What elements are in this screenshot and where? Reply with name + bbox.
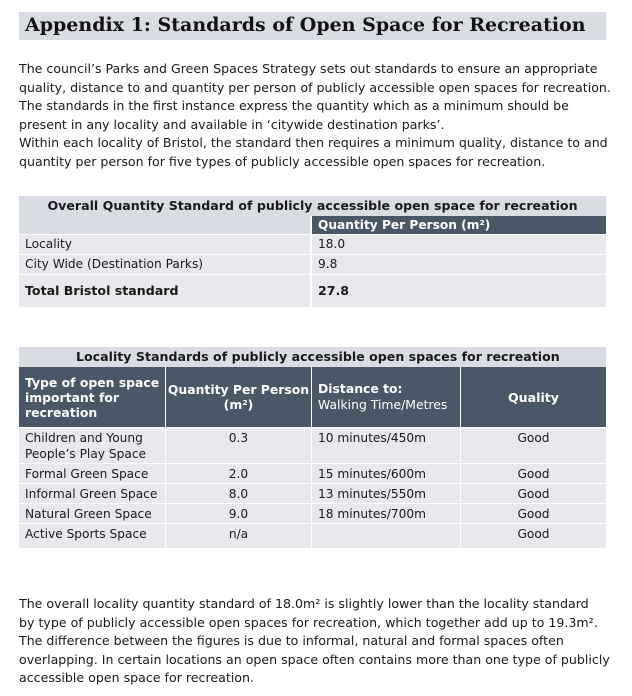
row-label: Locality bbox=[25, 237, 72, 251]
cell-text: People’s Play Space bbox=[25, 447, 147, 461]
row-value: 9.8 bbox=[310, 255, 606, 274]
header-text: Type of open space bbox=[25, 374, 160, 390]
header-type bbox=[19, 367, 165, 427]
outro-line: The difference between the figures is due to informal, natural and formal spaces often bbox=[19, 633, 564, 649]
header-blank-cell bbox=[19, 216, 310, 234]
header-quality bbox=[460, 367, 606, 427]
cell-distance: 10 minutes/450m bbox=[311, 428, 460, 463]
total-row bbox=[19, 274, 606, 307]
header-text: important for bbox=[25, 389, 120, 405]
page-title: Appendix 1: Standards of Open Space for Recreation bbox=[25, 14, 586, 36]
intro-line: quality, distance to and quantity per person of publicly accessible open spaces for recreation. bbox=[19, 79, 611, 95]
cell-text: Children and Young bbox=[25, 431, 143, 445]
cell-quantity: n/a bbox=[165, 524, 311, 548]
cell-distance: 13 minutes/550m bbox=[311, 484, 460, 503]
total-label: Total Bristol standard bbox=[25, 283, 179, 298]
cell-quantity: 0.3 bbox=[165, 428, 311, 463]
table-row bbox=[19, 503, 606, 523]
table-caption: Locality Standards of publicly accessible open spaces for recreation bbox=[19, 347, 606, 367]
table-row bbox=[19, 463, 606, 483]
table-header-row bbox=[19, 216, 606, 234]
intro-paragraph bbox=[19, 60, 619, 172]
cell-distance: 18 minutes/700m bbox=[311, 504, 460, 523]
intro-line: The council’s Parks and Green Spaces Strategy sets out standards to ensure an appropriate bbox=[19, 61, 598, 76]
header-text: recreation bbox=[25, 404, 98, 420]
outro-line: accessible open space for recreation. bbox=[19, 670, 254, 686]
table-row bbox=[19, 427, 606, 463]
header-text: Quantity Per Person bbox=[167, 382, 310, 397]
cell-quantity: 9.0 bbox=[165, 504, 311, 523]
locality-standards-table bbox=[19, 347, 606, 548]
table-row bbox=[19, 483, 606, 503]
intro-line: The standards in the first instance express the quantity which as a minimum should be bbox=[19, 98, 569, 114]
row-label: City Wide (Destination Parks) bbox=[25, 257, 204, 271]
intro-line: quantity per person for five types of publicly accessible open spaces for recreation. bbox=[19, 153, 546, 169]
cell-distance bbox=[311, 524, 460, 548]
column-header: Quantity Per Person (m²) bbox=[310, 216, 606, 234]
cell-quality: Good bbox=[460, 524, 606, 548]
header-distance bbox=[311, 367, 460, 427]
table-row bbox=[19, 234, 606, 254]
cell-type: Active Sports Space bbox=[25, 527, 147, 541]
header-text: Walking Time/Metres bbox=[318, 397, 448, 412]
table-row bbox=[19, 254, 606, 274]
overall-quantity-table bbox=[19, 196, 606, 307]
outro-line: The overall locality quantity standard of 18.0m² is slightly lower than the locality standard bbox=[19, 596, 589, 611]
cell-quality: Good bbox=[460, 484, 606, 503]
intro-line: present in any locality and available in ‘citywide destination parks’. bbox=[19, 116, 445, 132]
closing-paragraph bbox=[19, 595, 619, 688]
outro-line: by type of publicly accessible open spaces for recreation, which together add up to 19.3m². bbox=[19, 614, 598, 630]
cell-type: Natural Green Space bbox=[25, 507, 152, 521]
table-caption: Overall Quantity Standard of publicly accessible open space for recreation bbox=[19, 196, 606, 216]
cell-type: Informal Green Space bbox=[25, 487, 158, 501]
outro-line: overlapping. In certain locations an open space often contains more than one type of publicly bbox=[19, 651, 610, 667]
header-text: (m²) bbox=[223, 397, 254, 412]
cell-type bbox=[19, 428, 165, 463]
row-value: 18.0 bbox=[310, 235, 606, 254]
heading-bar bbox=[19, 12, 606, 40]
total-value: 27.8 bbox=[310, 275, 606, 307]
cell-quantity: 2.0 bbox=[165, 464, 311, 483]
table-row bbox=[19, 523, 606, 548]
cell-quality: Good bbox=[460, 504, 606, 523]
header-text: Distance to: bbox=[318, 381, 403, 396]
cell-distance: 15 minutes/600m bbox=[311, 464, 460, 483]
cell-type: Formal Green Space bbox=[25, 467, 149, 481]
cell-quality: Good bbox=[460, 428, 606, 463]
cell-quality: Good bbox=[460, 464, 606, 483]
table-header-row bbox=[19, 367, 606, 427]
cell-quantity: 8.0 bbox=[165, 484, 311, 503]
intro-line: Within each locality of Bristol, the standard then requires a minimum quality, distance to and bbox=[19, 135, 608, 151]
header-quantity bbox=[165, 367, 311, 427]
header-text: Quality bbox=[507, 389, 560, 405]
